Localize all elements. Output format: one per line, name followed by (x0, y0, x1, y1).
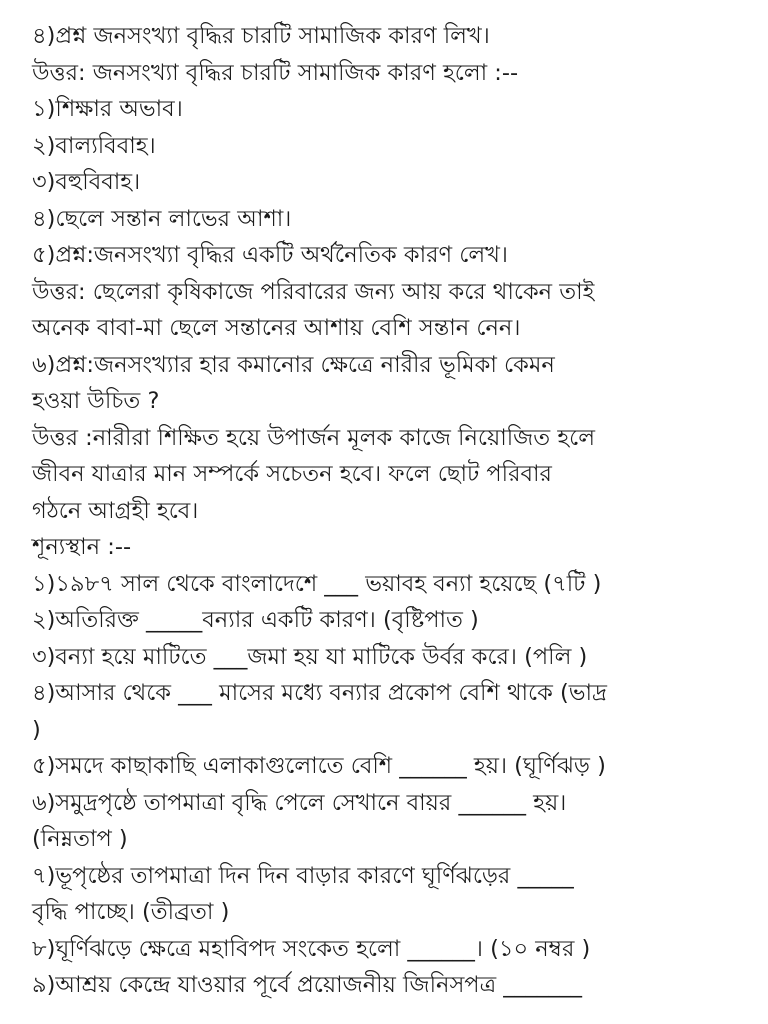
blank-item-8: ৮)ঘূর্ণিঝড়ে ক্ষেত্রে মহাবিপদ সংকেত হলো ______। (১০ নম্বর ) (32, 935, 591, 962)
question-6-line-1: ৬)প্রশ্ন:জনসংখ্যার হার কমানোর ক্ষেত্রে নারীর ভূমিকা কেমন (32, 351, 555, 378)
answer-4-item-2: ২)বাল্যবিবাহ। (32, 132, 156, 159)
answer-4-intro: উত্তর: জনসংখ্যা বৃদ্ধির চারটি সামাজিক কারণ হলো :-- (32, 59, 519, 86)
blank-item-4-line-2: ) (32, 716, 41, 743)
answer-6-line-2: জীবন যাত্রার মান সম্পর্কে সচেতন হবে। ফলে ছোট পরিবার (32, 461, 552, 487)
blank-item-3: ৩)বন্যা হয়ে মাটিতে ___জমা হয় যা মাটিকে উর্বর করে। (পলি ) (32, 643, 588, 670)
blank-item-9: ৯)আশ্রয় কেন্দ্রে যাওয়ার পূর্বে প্রয়োজনীয় জিনিসপত্র _______ (32, 972, 583, 998)
question-5-economic-cause: ৫)প্রশ্ন:জনসংখ্যা বৃদ্ধির একটি অর্থনৈতিক কারণ লেখ। (32, 242, 508, 268)
blank-item-6-line-1: ৬)সমুদ্রপৃষ্ঠে তাপমাত্রা বৃদ্ধি পেলে সেখানে বায়র ______ হয়। (32, 789, 567, 816)
blank-item-2: ২)অতিরিক্ত _____বন্যার একটি কারণ। (বৃষ্টিপাত ) (32, 607, 479, 633)
question-6-line-2: হওয়া উচিত ? (32, 388, 160, 414)
answer-5-line-2: অনেক বাবা-মা ছেলে সন্তানের আশায় বেশি সন্তান নেন। (32, 315, 521, 341)
fill-in-blanks-heading: শূন্যস্থান :-- (32, 534, 132, 560)
answer-6-line-1: উত্তর :নারীরা শিক্ষিত হয়ে উপার্জন মূলক কাজে নিয়োজিত হলে (32, 424, 595, 451)
answer-5-line-1: উত্তর: ছেলেরা কৃষিকাজে পরিবারের জন্য আয় করে থাকেন তাই (32, 278, 595, 305)
blank-item-6-line-2: (নিম্নতাপ ) (32, 826, 128, 852)
answer-4-item-4: ৪)ছেলে সন্তান লাভের আশা। (32, 205, 292, 232)
blank-item-1: ১)১৯৮৭ সাল থেকে বাংলাদেশে ___ ভয়াবহ বন্যা হয়েছে (৭টি ) (32, 570, 602, 597)
document-text (32, 18, 732, 1004)
blank-item-7-line-2: বৃদ্ধি পাচ্ছে। (তীব্রতা ) (32, 899, 230, 925)
answer-4-item-3: ৩)বহুবিবাহ। (32, 169, 141, 195)
answer-6-line-3: গঠনে আগ্রহী হবে। (32, 497, 199, 524)
answer-4-item-1: ১)শিক্ষার অভাব। (32, 96, 183, 122)
question-4-social-causes: ৪)প্রশ্ন জনসংখ্যা বৃদ্ধির চারটি সামাজিক কারণ লিখ। (32, 23, 490, 49)
blank-item-7-line-1: ৭)ভূপৃষ্ঠের তাপমাত্রা দিন দিন বাড়ার কারণে ঘূর্ণিঝড়ের _____ (32, 862, 574, 889)
blank-item-5: ৫)সমদে কাছাকাছি এলাকাগুলোতে বেশি ______ হয়। (ঘূর্ণিঝড় ) (32, 753, 606, 779)
blank-item-4-line-1: ৪)আসার থেকে ___ মাসের মধ্যে বন্যার প্রকোপ বেশি থাকে (ভাদ্র (32, 680, 608, 706)
